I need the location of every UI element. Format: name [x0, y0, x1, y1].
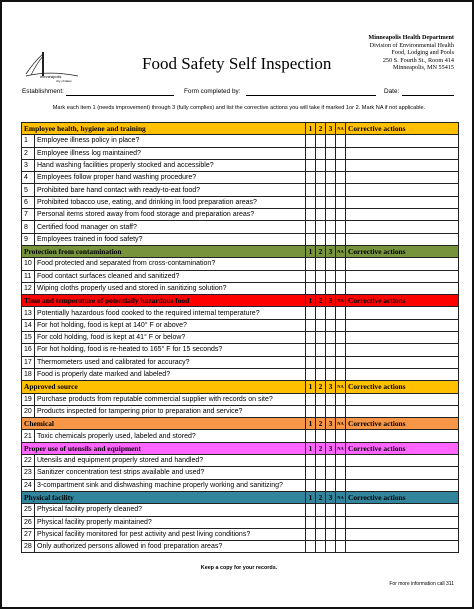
table-row [22, 184, 459, 196]
score-cell-2[interactable] [316, 516, 326, 528]
score-cell-2[interactable] [316, 368, 326, 380]
corrective-action-cell[interactable] [346, 307, 459, 319]
section-header [22, 442, 459, 454]
item-question: Employee illness log maintained? [35, 147, 306, 159]
footer-note: Keep a copy for your records. [200, 565, 278, 571]
table-row [22, 233, 459, 245]
corrective-action-cell[interactable] [346, 368, 459, 380]
score-header-1: 1 [306, 442, 316, 454]
score-header-3: 3 [326, 123, 336, 135]
item-number: 1 [22, 135, 35, 147]
score-cell-2[interactable] [316, 467, 326, 479]
item-question: Employee illness policy in place? [35, 135, 306, 147]
score-cell-3[interactable] [326, 393, 336, 405]
score-cell-2[interactable] [316, 430, 326, 442]
establishment-field[interactable] [66, 95, 174, 96]
item-number: 18 [22, 368, 35, 380]
score-cell-3[interactable] [326, 504, 336, 516]
score-header-2: 2 [316, 418, 326, 430]
item-number: 6 [22, 196, 35, 208]
score-header-1: 1 [306, 381, 316, 393]
corrective-action-cell[interactable] [346, 319, 459, 331]
score-cell-na[interactable] [336, 541, 346, 553]
score-cell-2[interactable] [316, 541, 326, 553]
score-cell-3[interactable] [326, 147, 336, 159]
corrective-action-cell[interactable] [346, 467, 459, 479]
page-title: Food Safety Self Inspection [142, 54, 332, 73]
section-header [22, 381, 459, 393]
item-number: 3 [22, 159, 35, 171]
corrective-actions-header: Corrective actions [346, 491, 459, 503]
date-field[interactable] [402, 95, 454, 96]
item-question: Purchase products from reputable commercial supplier with records on site? [35, 393, 306, 405]
corrective-actions-header: Corrective actions [346, 123, 459, 135]
score-header-1: 1 [306, 245, 316, 257]
logo-subtext: city of lakes [56, 79, 72, 83]
score-cell-3[interactable] [326, 184, 336, 196]
item-question: Physical facility monitored for pest activity and pest living conditions? [35, 528, 306, 540]
item-number: 9 [22, 233, 35, 245]
score-cell-1[interactable] [306, 541, 316, 553]
department-line: 250 S. Fourth St., Room 414 [382, 56, 454, 64]
table-row [22, 270, 459, 282]
department-line: Minneapolis, MN 55415 [392, 64, 454, 72]
section-title: Approved source [22, 381, 306, 393]
score-cell-3[interactable] [326, 430, 336, 442]
corrective-actions-header: Corrective actions [346, 418, 459, 430]
score-cell-1[interactable] [306, 184, 316, 196]
item-number: 16 [22, 344, 35, 356]
score-cell-na[interactable] [336, 270, 346, 282]
score-cell-1[interactable] [306, 430, 316, 442]
item-question: Only authorized persons allowed in food preparation areas? [35, 541, 306, 553]
corrective-action-cell[interactable] [346, 541, 459, 553]
corrective-action-cell[interactable] [346, 393, 459, 405]
score-header-na: NA [336, 442, 346, 454]
score-header-2: 2 [316, 381, 326, 393]
score-header-2: 2 [316, 442, 326, 454]
item-number: 25 [22, 504, 35, 516]
table-row [22, 516, 459, 528]
score-cell-na[interactable] [336, 467, 346, 479]
corrective-action-cell[interactable] [346, 184, 459, 196]
score-cell-3[interactable] [326, 135, 336, 147]
score-cell-2[interactable] [316, 196, 326, 208]
score-cell-na[interactable] [336, 504, 346, 516]
score-cell-1[interactable] [306, 196, 316, 208]
score-cell-2[interactable] [316, 455, 326, 467]
item-question: Food is properly date marked and labeled? [35, 368, 306, 380]
item-number: 23 [22, 467, 35, 479]
corrective-action-cell[interactable] [346, 516, 459, 528]
item-question: Employees trained in food safety? [35, 233, 306, 245]
score-cell-na[interactable] [336, 356, 346, 368]
score-cell-1[interactable] [306, 393, 316, 405]
table-row [22, 159, 459, 171]
score-cell-3[interactable] [326, 368, 336, 380]
item-question: Physical facility properly cleaned? [35, 504, 306, 516]
department-name: Minneapolis Health Department [368, 34, 454, 41]
corrective-action-cell[interactable] [346, 344, 459, 356]
table-row [22, 344, 459, 356]
score-cell-2[interactable] [316, 159, 326, 171]
score-cell-1[interactable] [306, 455, 316, 467]
department-line: Food, Lodging and Pools [391, 49, 454, 57]
item-question: 3-compartment sink and dishwashing machine properly working and sanitizing? [35, 479, 306, 491]
corrective-action-cell[interactable] [346, 356, 459, 368]
item-question: Toxic chemicals properly used, labeled and stored? [35, 430, 306, 442]
score-cell-3[interactable] [326, 233, 336, 245]
item-number: 22 [22, 455, 35, 467]
item-number: 14 [22, 319, 35, 331]
score-cell-na[interactable] [336, 405, 346, 417]
score-header-na: NA [336, 295, 346, 307]
table-row [22, 541, 459, 553]
score-cell-2[interactable] [316, 356, 326, 368]
score-cell-2[interactable] [316, 184, 326, 196]
table-row [22, 368, 459, 380]
score-cell-2[interactable] [316, 504, 326, 516]
score-cell-na[interactable] [336, 528, 346, 540]
table-row [22, 455, 459, 467]
score-cell-3[interactable] [326, 528, 336, 540]
department-line: Division of Environmental Health [369, 41, 454, 49]
score-cell-na[interactable] [336, 233, 346, 245]
section-title: Chemical [22, 418, 306, 430]
corrective-actions-header: Corrective actions [346, 295, 459, 307]
corrective-action-cell[interactable] [346, 430, 459, 442]
corrective-action-cell[interactable] [346, 479, 459, 491]
section-title: Employee health, hygiene and training [22, 123, 306, 135]
item-number: 15 [22, 332, 35, 344]
score-header-2: 2 [316, 491, 326, 503]
score-header-na: NA [336, 123, 346, 135]
table-row [22, 319, 459, 331]
score-cell-1[interactable] [306, 504, 316, 516]
score-header-na: NA [336, 418, 346, 430]
score-cell-3[interactable] [326, 541, 336, 553]
score-header-1: 1 [306, 123, 316, 135]
score-cell-2[interactable] [316, 135, 326, 147]
score-cell-3[interactable] [326, 356, 336, 368]
table-row [22, 135, 459, 147]
score-cell-na[interactable] [336, 196, 346, 208]
department-address [368, 34, 454, 72]
item-question: Prohibited tobacco use, eating, and drinking in food preparation areas? [35, 196, 306, 208]
corrective-action-cell[interactable] [346, 504, 459, 516]
section-title: Physical facility [22, 491, 306, 503]
score-cell-2[interactable] [316, 479, 326, 491]
item-number: 26 [22, 516, 35, 528]
score-cell-na[interactable] [336, 455, 346, 467]
score-cell-2[interactable] [316, 393, 326, 405]
corrective-action-cell[interactable] [346, 455, 459, 467]
score-cell-1[interactable] [306, 209, 316, 221]
item-number: 28 [22, 541, 35, 553]
item-question: Personal items stored away from food storage and preparation areas? [35, 209, 306, 221]
logo-name: minneapolis [40, 74, 62, 79]
score-cell-3[interactable] [326, 455, 336, 467]
table-row [22, 147, 459, 159]
score-cell-2[interactable] [316, 344, 326, 356]
score-cell-3[interactable] [326, 209, 336, 221]
score-cell-na[interactable] [336, 172, 346, 184]
score-cell-3[interactable] [326, 221, 336, 233]
score-cell-na[interactable] [336, 479, 346, 491]
score-header-1: 1 [306, 491, 316, 503]
section-title: Proper use of utensils and equipment [22, 442, 306, 454]
corrective-action-cell[interactable] [346, 332, 459, 344]
instructions-text: Mark each item 1 (needs improvement) through 3 (fully complies) and list the corrective actions you will take if marked 1or 2. Mark NA if not applicable. [52, 105, 426, 111]
score-cell-1[interactable] [306, 233, 316, 245]
section-title: Time and temperature of potentially hazardous food [22, 295, 306, 307]
score-cell-na[interactable] [336, 344, 346, 356]
score-cell-na[interactable] [336, 282, 346, 294]
score-cell-3[interactable] [326, 516, 336, 528]
score-cell-1[interactable] [306, 258, 316, 270]
score-cell-2[interactable] [316, 209, 326, 221]
corrective-action-cell[interactable] [346, 270, 459, 282]
section-header [22, 418, 459, 430]
score-cell-na[interactable] [336, 135, 346, 147]
table-row [22, 221, 459, 233]
score-cell-3[interactable] [326, 270, 336, 282]
score-cell-1[interactable] [306, 356, 316, 368]
score-header-2: 2 [316, 295, 326, 307]
corrective-action-cell[interactable] [346, 233, 459, 245]
score-header-3: 3 [326, 442, 336, 454]
score-cell-1[interactable] [306, 282, 316, 294]
score-cell-3[interactable] [326, 467, 336, 479]
item-question: Utensils and equipment properly stored and handled? [35, 455, 306, 467]
score-header-na: NA [336, 381, 346, 393]
score-cell-3[interactable] [326, 479, 336, 491]
score-cell-1[interactable] [306, 479, 316, 491]
corrective-action-cell[interactable] [346, 528, 459, 540]
section-header [22, 295, 459, 307]
item-number: 19 [22, 393, 35, 405]
score-cell-1[interactable] [306, 270, 316, 282]
score-cell-2[interactable] [316, 147, 326, 159]
score-header-3: 3 [326, 418, 336, 430]
score-header-2: 2 [316, 123, 326, 135]
corrective-action-cell[interactable] [346, 221, 459, 233]
section-header [22, 123, 459, 135]
score-cell-2[interactable] [316, 405, 326, 417]
table-row [22, 430, 459, 442]
score-header-1: 1 [306, 418, 316, 430]
score-cell-2[interactable] [316, 172, 326, 184]
corrective-actions-header: Corrective actions [346, 381, 459, 393]
score-cell-1[interactable] [306, 368, 316, 380]
table-row [22, 196, 459, 208]
score-header-na: NA [336, 245, 346, 257]
score-header-na: NA [336, 491, 346, 503]
score-cell-na[interactable] [336, 307, 346, 319]
corrective-action-cell[interactable] [346, 282, 459, 294]
item-number: 24 [22, 479, 35, 491]
section-header [22, 245, 459, 257]
item-question: Food protected and separated from cross-contamination? [35, 258, 306, 270]
table-row [22, 479, 459, 491]
score-cell-2[interactable] [316, 332, 326, 344]
footer-info: For more information call 311 [389, 581, 454, 587]
score-cell-3[interactable] [326, 172, 336, 184]
score-cell-3[interactable] [326, 282, 336, 294]
score-cell-1[interactable] [306, 147, 316, 159]
score-cell-1[interactable] [306, 516, 316, 528]
item-question: Physical facility properly maintained? [35, 516, 306, 528]
corrective-action-cell[interactable] [346, 209, 459, 221]
score-cell-1[interactable] [306, 221, 316, 233]
score-cell-3[interactable] [326, 258, 336, 270]
item-question: For cold holding, food is kept at 41° F or below? [35, 332, 306, 344]
score-cell-3[interactable] [326, 405, 336, 417]
date-label: Date: [384, 88, 400, 95]
score-cell-1[interactable] [306, 467, 316, 479]
item-number: 7 [22, 209, 35, 221]
table-row [22, 393, 459, 405]
section-title: Protection from contamination [22, 245, 306, 257]
score-cell-na[interactable] [336, 258, 346, 270]
item-number: 17 [22, 356, 35, 368]
item-question: Thermometers used and calibrated for accuracy? [35, 356, 306, 368]
score-cell-na[interactable] [336, 147, 346, 159]
score-header-3: 3 [326, 491, 336, 503]
table-row [22, 209, 459, 221]
item-question: Food contact surfaces cleaned and sanitized? [35, 270, 306, 282]
score-cell-1[interactable] [306, 332, 316, 344]
item-question: Wiping cloths properly used and stored in sanitizing solution? [35, 282, 306, 294]
table-row [22, 467, 459, 479]
corrective-action-cell[interactable] [346, 172, 459, 184]
table-row [22, 528, 459, 540]
item-number: 10 [22, 258, 35, 270]
score-cell-3[interactable] [326, 332, 336, 344]
corrective-action-cell[interactable] [346, 147, 459, 159]
score-cell-na[interactable] [336, 393, 346, 405]
score-header-2: 2 [316, 245, 326, 257]
score-cell-na[interactable] [336, 209, 346, 221]
score-cell-na[interactable] [336, 319, 346, 331]
score-cell-3[interactable] [326, 159, 336, 171]
item-question: Certified food manager on staff? [35, 221, 306, 233]
item-number: 20 [22, 405, 35, 417]
table-row [22, 282, 459, 294]
corrective-action-cell[interactable] [346, 258, 459, 270]
score-cell-2[interactable] [316, 307, 326, 319]
section-header [22, 491, 459, 503]
score-cell-2[interactable] [316, 319, 326, 331]
item-number: 2 [22, 147, 35, 159]
score-cell-2[interactable] [316, 528, 326, 540]
corrective-action-cell[interactable] [346, 405, 459, 417]
score-cell-1[interactable] [306, 344, 316, 356]
item-question: Hand washing facilities properly stocked and accessible? [35, 159, 306, 171]
item-question: Products inspected for tampering prior to preparation and service? [35, 405, 306, 417]
score-cell-1[interactable] [306, 159, 316, 171]
item-number: 13 [22, 307, 35, 319]
score-cell-3[interactable] [326, 307, 336, 319]
item-question: Employees follow proper hand washing procedure? [35, 172, 306, 184]
score-cell-2[interactable] [316, 282, 326, 294]
score-cell-1[interactable] [306, 172, 316, 184]
score-cell-na[interactable] [336, 368, 346, 380]
item-number: 27 [22, 528, 35, 540]
item-number: 8 [22, 221, 35, 233]
table-row [22, 172, 459, 184]
score-cell-1[interactable] [306, 319, 316, 331]
score-cell-3[interactable] [326, 319, 336, 331]
score-header-3: 3 [326, 295, 336, 307]
score-cell-3[interactable] [326, 344, 336, 356]
score-cell-na[interactable] [336, 184, 346, 196]
score-cell-2[interactable] [316, 270, 326, 282]
score-cell-1[interactable] [306, 405, 316, 417]
completed-by-field[interactable] [246, 95, 376, 96]
corrective-action-cell[interactable] [346, 135, 459, 147]
score-cell-1[interactable] [306, 135, 316, 147]
table-row [22, 356, 459, 368]
score-cell-2[interactable] [316, 221, 326, 233]
item-number: 11 [22, 270, 35, 282]
form-fields [22, 88, 456, 98]
item-question: Prohibited bare hand contact with ready-to-eat food? [35, 184, 306, 196]
score-cell-na[interactable] [336, 159, 346, 171]
completed-by-label: Form completed by: [184, 88, 241, 95]
item-number: 21 [22, 430, 35, 442]
table-row [22, 258, 459, 270]
item-number: 4 [22, 172, 35, 184]
item-number: 5 [22, 184, 35, 196]
establishment-label: Establishment: [22, 88, 64, 95]
table-row [22, 405, 459, 417]
item-question: For hot holding, food is re-heated to 165° F for 15 seconds? [35, 344, 306, 356]
score-cell-na[interactable] [336, 516, 346, 528]
corrective-actions-header: Corrective actions [346, 245, 459, 257]
corrective-actions-header: Corrective actions [346, 442, 459, 454]
table-row [22, 332, 459, 344]
score-cell-na[interactable] [336, 332, 346, 344]
score-cell-2[interactable] [316, 233, 326, 245]
score-header-1: 1 [306, 295, 316, 307]
corrective-action-cell[interactable] [346, 196, 459, 208]
score-header-3: 3 [326, 381, 336, 393]
score-cell-1[interactable] [306, 528, 316, 540]
inspection-table [21, 122, 459, 553]
table-row [22, 504, 459, 516]
score-cell-na[interactable] [336, 430, 346, 442]
score-cell-1[interactable] [306, 307, 316, 319]
item-question: Sanitizer concentration test strips available and used? [35, 467, 306, 479]
item-number: 12 [22, 282, 35, 294]
score-cell-na[interactable] [336, 221, 346, 233]
score-cell-3[interactable] [326, 196, 336, 208]
score-cell-2[interactable] [316, 258, 326, 270]
corrective-action-cell[interactable] [346, 159, 459, 171]
table-row [22, 307, 459, 319]
score-header-3: 3 [326, 245, 336, 257]
item-question: For hot holding, food is kept at 140° F or above? [35, 319, 306, 331]
item-question: Potentially hazardous food cooked to the required internal temperature? [35, 307, 306, 319]
